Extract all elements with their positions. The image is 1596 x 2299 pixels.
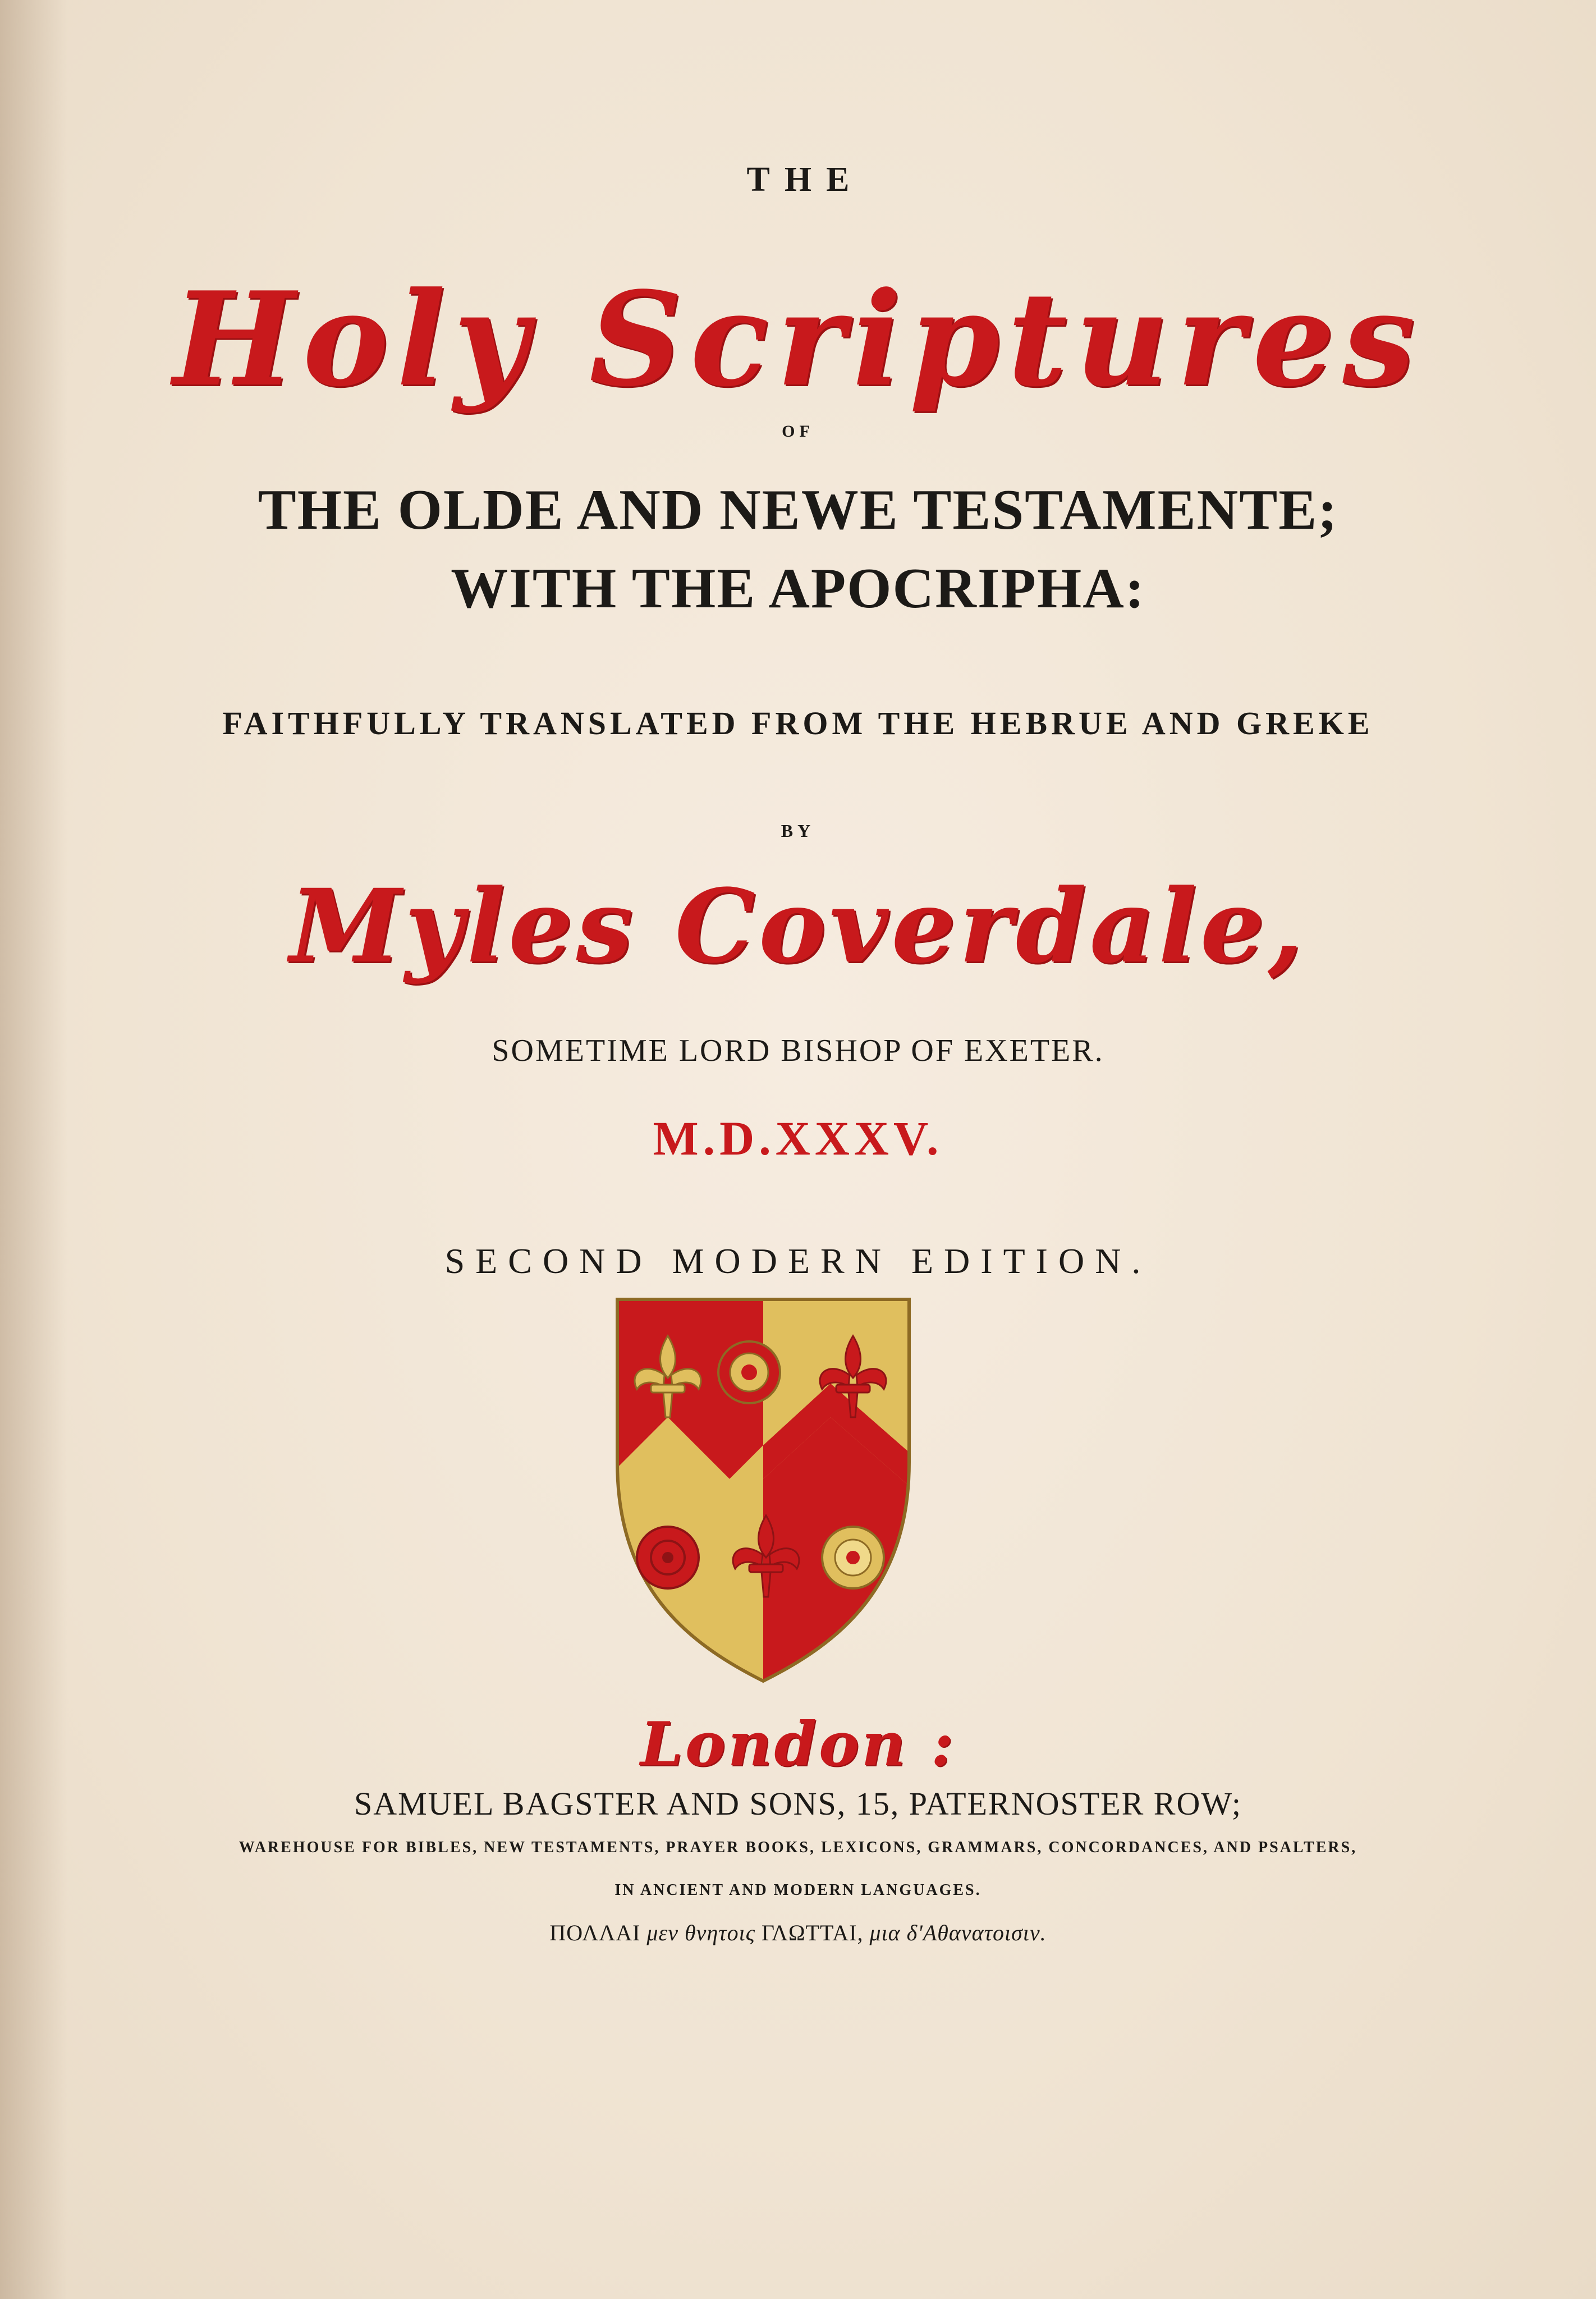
translation-note: FAITHFULLY TRANSLATED FROM THE HEBRUE AND GREKE <box>222 705 1374 741</box>
imprint-city: London : <box>640 1709 956 1780</box>
title-article: THE <box>746 161 864 199</box>
greek-motto-part-4: μια δ'Αθανατοισιν. <box>869 1920 1047 1945</box>
by-label: BY <box>781 821 815 841</box>
greek-motto-part-3: ΓΛΩΤΤΑΙ, <box>761 1920 864 1945</box>
tudor-rose-icon <box>637 1527 699 1588</box>
subtitle-line-2: WITH THE APOCRIPHA: <box>451 557 1145 620</box>
publisher-line: SAMUEL BAGSTER AND SONS, 15, PATERNOSTER ROW; <box>354 1785 1242 1822</box>
warehouse-line-2: IN ANCIENT AND MODERN LANGUAGES. <box>614 1881 982 1899</box>
author-title: SOMETIME LORD BISHOP OF EXETER. <box>492 1033 1104 1068</box>
greek-motto-part-2: μεν θνητοις <box>646 1920 755 1945</box>
tudor-rose-icon <box>718 1341 780 1403</box>
tudor-rose-icon <box>822 1527 884 1588</box>
subtitle-line-1: THE OLDE AND NEWE TESTAMENTE; <box>258 478 1338 542</box>
edition-label: SECOND MODERN EDITION. <box>444 1241 1152 1281</box>
publication-year: M.D.XXXV. <box>653 1111 943 1165</box>
warehouse-line-1: WAREHOUSE FOR BIBLES, NEW TESTAMENTS, PRAYER BOOKS, LEXICONS, GRAMMARS, CONCORDANCES, AND PSALTERS, <box>239 1839 1357 1856</box>
main-title: Holy Scriptures <box>173 264 1423 415</box>
title-of: OF <box>782 422 814 441</box>
author-name: Myles Coverdale, <box>289 867 1307 986</box>
greek-motto <box>0 1920 1596 1946</box>
greek-motto-part-1: ΠΟΛΛΑΙ <box>549 1920 641 1945</box>
coat-of-arms-shield <box>606 1294 920 1687</box>
